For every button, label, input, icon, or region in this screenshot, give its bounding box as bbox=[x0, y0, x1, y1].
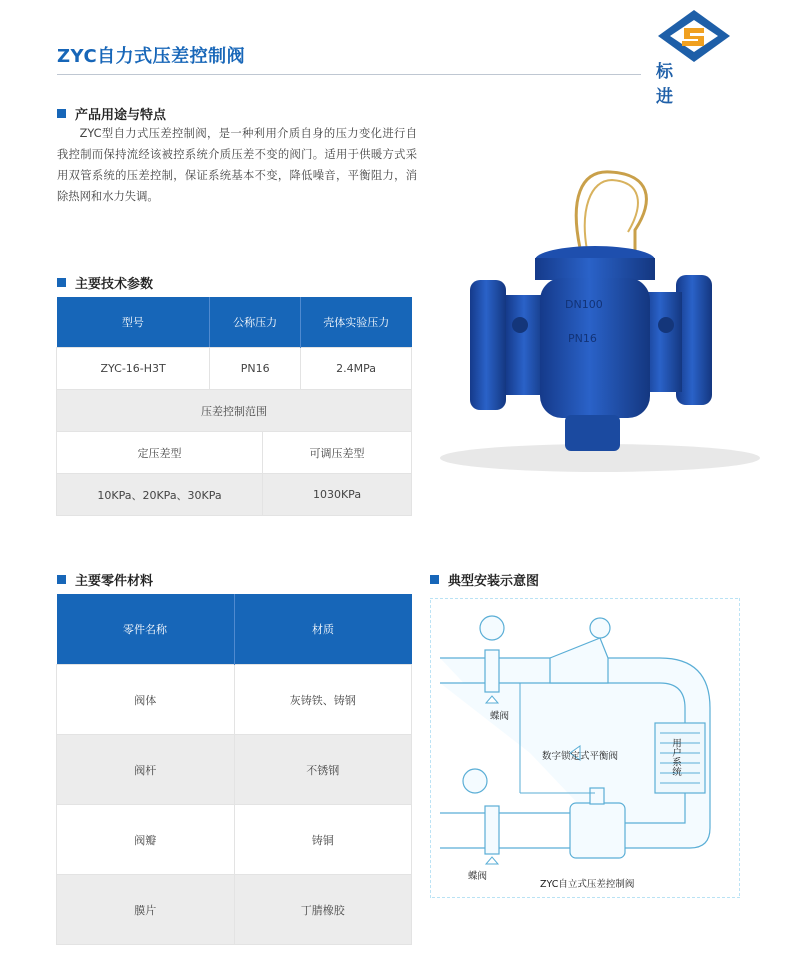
part-name: 阀体 bbox=[57, 665, 235, 735]
section-marker-icon bbox=[57, 575, 66, 584]
section-marker-icon bbox=[57, 278, 66, 287]
part-name: 阀瓣 bbox=[57, 805, 235, 875]
params-sub-value-row bbox=[57, 474, 412, 516]
part-material: 不锈钢 bbox=[234, 735, 412, 805]
param-header-pressure: 公称压力 bbox=[210, 297, 301, 348]
table-row bbox=[57, 805, 412, 875]
param-adjustable-value: 1030KPa bbox=[263, 474, 412, 516]
features-heading bbox=[57, 104, 166, 123]
param-header-test-pressure: 壳体实验压力 bbox=[301, 297, 412, 348]
table-row bbox=[57, 665, 412, 735]
section-marker-icon bbox=[57, 109, 66, 118]
part-material: 铸铜 bbox=[234, 805, 412, 875]
params-header-row bbox=[57, 297, 412, 348]
section-marker-icon bbox=[430, 575, 439, 584]
part-name: 阀杆 bbox=[57, 735, 235, 805]
diagram-heading bbox=[430, 570, 539, 589]
materials-header-row bbox=[57, 594, 412, 665]
label-balance-valve: 数字锁定式平衡阀 bbox=[542, 751, 619, 762]
param-header-model: 型号 bbox=[57, 297, 210, 348]
param-adjustable-type: 可调压差型 bbox=[263, 432, 412, 474]
label-zyc-valve: ZYC自立式压差控制阀 bbox=[540, 879, 635, 890]
params-range-row bbox=[57, 390, 412, 432]
label-butterfly-top: 蝶阀 bbox=[490, 711, 510, 722]
table-row bbox=[57, 735, 412, 805]
param-test-pressure: 2.4MPa bbox=[301, 348, 412, 390]
params-value-row bbox=[57, 348, 412, 390]
params-heading-text: 主要技术参数 bbox=[75, 277, 154, 292]
features-description: ZYC型自力式压差控制阀，是一种利用介质自身的压力变化进行自我控制而保持流经该被控系统介质压差不变的阀门。适用于供暖方式采用双管系统的压差控制，保证系统基本不变，降低噪音，平衡阻力，消除热网和水力失调。 bbox=[57, 127, 417, 203]
logo-text: 标进 bbox=[656, 62, 701, 107]
params-heading bbox=[57, 273, 153, 292]
part-material: 丁腈橡胶 bbox=[234, 875, 412, 945]
features-heading-text: 产品用途与特点 bbox=[75, 108, 167, 123]
param-model: ZYC-16-H3T bbox=[57, 348, 210, 390]
part-name: 膜片 bbox=[57, 875, 235, 945]
label-user-system: 用户系统 bbox=[670, 738, 681, 776]
params-sub-header-row bbox=[57, 432, 412, 474]
diagram-heading-text: 典型安装示意图 bbox=[448, 574, 540, 589]
header-divider bbox=[57, 74, 641, 75]
installation-diagram bbox=[430, 598, 740, 898]
materials-heading-text: 主要零件材料 bbox=[75, 574, 154, 589]
materials-header-material: 材质 bbox=[234, 594, 412, 665]
label-butterfly-bottom: 蝶阀 bbox=[468, 871, 488, 882]
param-range-title: 压差控制范围 bbox=[57, 390, 412, 432]
materials-heading bbox=[57, 570, 153, 589]
param-pressure: PN16 bbox=[210, 348, 301, 390]
param-fixed-value: 10KPa、20KPa、30KPa bbox=[57, 474, 263, 516]
table-row bbox=[57, 875, 412, 945]
casting-mark-dn: DN100 bbox=[565, 298, 603, 311]
materials-header-part: 零件名称 bbox=[57, 594, 235, 665]
valve-product-image bbox=[430, 160, 770, 480]
param-fixed-type: 定压差型 bbox=[57, 432, 263, 474]
materials-table bbox=[56, 594, 412, 945]
page-title: ZYC自力式压差控制阀 bbox=[57, 46, 246, 67]
part-material: 灰铸铁、铸钢 bbox=[234, 665, 412, 735]
params-table bbox=[56, 297, 412, 516]
casting-mark-pn: PN16 bbox=[568, 332, 597, 345]
